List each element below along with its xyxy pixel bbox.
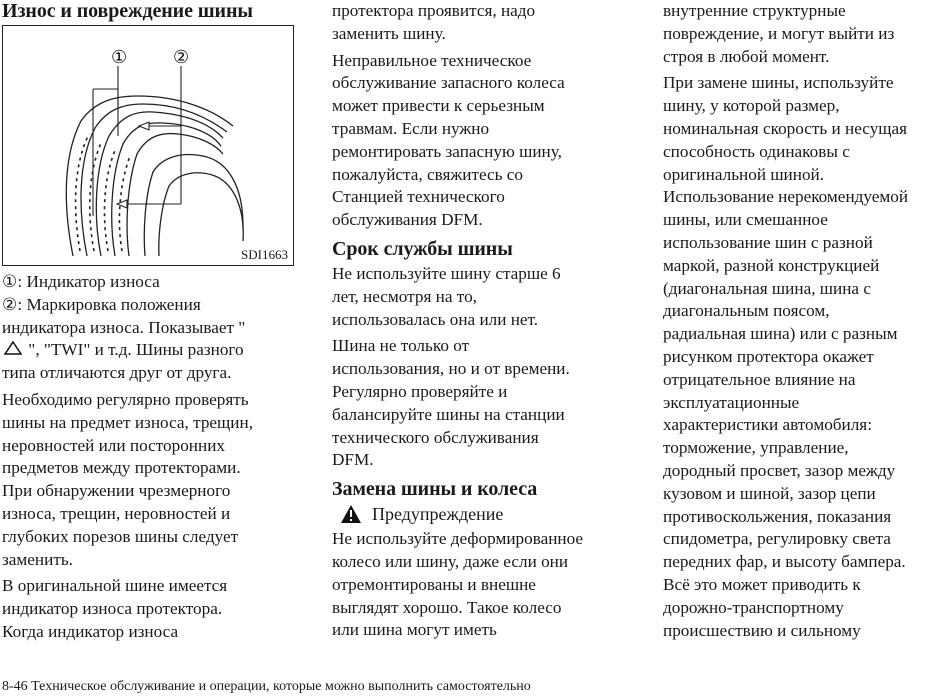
text-line: радиальная шина) или с разным — [663, 324, 898, 344]
text-line: При замене шины, используйте — [663, 73, 894, 93]
text-line: дорожно-транспортному — [663, 597, 844, 617]
tire-wear-illustration — [3, 26, 295, 267]
text-line: глубоких порезов шины следует — [2, 526, 239, 546]
text-line: номинальная скорость и несущая — [663, 118, 908, 138]
text-line: или шина могут иметь — [332, 620, 497, 640]
text-line: кузовом и шиной, зазор цепи — [663, 483, 876, 503]
text-line: шину, у которой размер, — [663, 96, 840, 116]
paragraph-lifespan-1 — [332, 263, 627, 331]
text-line: неровностей или посторонних — [2, 435, 225, 455]
text-line: предметов между протекторами. — [2, 458, 241, 478]
paragraph-warning — [332, 528, 627, 642]
text-line: пожалуйста, свяжитесь со — [332, 164, 524, 184]
text-line: износа, трещин, неровностей и — [2, 503, 231, 523]
text-line: выглядят хорошо. Такое колесо — [332, 597, 562, 617]
text-line: использования, но и от времени. — [332, 359, 570, 379]
callout-item-2-line3-text: ", "TWI" и т.д. Шины разного — [24, 340, 244, 360]
text-line: Шина не только от — [332, 336, 470, 356]
page-footer: 8-46 Техническое обслуживание и операции, которые можно выполнить самостоятельно — [2, 679, 531, 694]
text-line: обслуживание запасного колеса — [332, 73, 565, 93]
text-line: маркой, разной конструкцией — [663, 255, 880, 275]
text-line: индикатор износа протектора. — [2, 599, 223, 619]
text-line: балансируйте шины на станции — [332, 404, 565, 424]
text-line: Неправильное техническое — [332, 50, 532, 70]
text-line: ремонтировать запасную шину, — [332, 141, 562, 161]
text-line: внутренние структурные — [663, 1, 846, 20]
text-line: заменить шину. — [332, 23, 446, 43]
text-line: лет, несмотря на то, — [332, 286, 477, 306]
paragraph-replacement-rules — [663, 72, 948, 642]
text-line: В оригинальной шине имеется — [2, 576, 228, 596]
callout-item-1: ①: Индикатор износа — [2, 272, 160, 291]
column-1 — [2, 0, 298, 644]
section-heading-wear: Износ и повреждение шины — [2, 0, 253, 22]
text-line: повреждение, и могут выйти из — [663, 23, 895, 43]
section-heading-replacement: Замена шины и колеса — [332, 478, 538, 501]
text-line: обслуживания DFM. — [332, 210, 483, 230]
text-line: Не используйте деформированное — [332, 529, 584, 549]
text-line: рисунком протектора окажет — [663, 346, 874, 366]
text-line: дородный просвет, зазор между — [663, 460, 896, 480]
svg-text:②: ② — [173, 47, 190, 67]
text-line: происшествию и сильному — [663, 620, 861, 640]
text-line: отрицательное влияние на — [663, 369, 856, 389]
text-line: технического обслуживания — [332, 427, 539, 447]
text-line: колесо или шину, даже если они — [332, 551, 569, 571]
text-line: характеристики автомобиля: — [663, 415, 872, 435]
callout-item-2-line1: ②: Маркировка положения — [2, 294, 201, 314]
text-line: Не используйте шину старше 6 — [332, 263, 561, 283]
warning-label: Предупреждение — [372, 504, 504, 525]
text-line: заменить. — [2, 549, 73, 569]
callout-item-2-line4: типа отличаются друг от друга. — [2, 363, 232, 383]
figure-code: SDI1663 — [241, 247, 288, 262]
warning-notice — [340, 502, 627, 526]
text-line: оригинальной шиной. — [663, 164, 825, 184]
text-line: Когда индикатор износа — [2, 621, 179, 641]
text-line: торможение, управление, — [663, 438, 849, 458]
text-line: шины, или смешанное — [663, 210, 828, 230]
text-line: При обнаружении чрезмерного — [2, 481, 231, 501]
callout-item-2-line3 — [2, 339, 298, 362]
column-3 — [663, 0, 948, 642]
text-line: эксплуатационные — [663, 392, 800, 412]
section-heading-lifespan: Срок службы шины — [332, 237, 513, 260]
text-line: спидометра, регулировку света — [663, 529, 891, 549]
warning-icon — [340, 504, 362, 524]
paragraph-continued — [332, 0, 627, 46]
text-line: использование шин с разной — [663, 232, 873, 252]
text-line: строя в любой момент. — [663, 46, 830, 66]
text-line: DFM. — [332, 450, 374, 470]
text-line: Станцией технического — [332, 187, 505, 207]
text-line: противоскольжения, показания — [663, 506, 892, 526]
paragraph-inspect — [2, 389, 298, 571]
text-line: протектора проявится, надо — [332, 1, 536, 20]
text-line: диагональным поясом, — [663, 301, 830, 321]
text-line: Использование нерекомендуемой — [663, 187, 909, 207]
paragraph-spare-wheel — [332, 50, 627, 232]
text-line: передних фар, и высоту бампера. — [663, 552, 906, 572]
text-line: (диагональная шина, шина с — [663, 278, 871, 298]
callout-item-2-line2: индикатора износа. Показывает " — [2, 317, 246, 337]
text-line: использовалась она или нет. — [332, 309, 539, 329]
column-2 — [332, 0, 627, 642]
text-line: травмам. Если нужно — [332, 118, 490, 138]
text-line: шины на предмет износа, трещин, — [2, 412, 253, 432]
paragraph-continued-2 — [663, 0, 948, 68]
text-line: отремонтированы и внешне — [332, 574, 536, 594]
paragraph-indicator — [2, 575, 298, 643]
text-line: Всё это может приводить к — [663, 574, 861, 594]
text-line: Необходимо регулярно проверять — [2, 389, 249, 409]
paragraph-lifespan-2 — [332, 335, 627, 472]
text-line: может привести к серьезным — [332, 96, 545, 116]
svg-text:①: ① — [111, 47, 128, 67]
text-line: способность одинаковы с — [663, 141, 850, 161]
triangle-icon — [2, 339, 24, 362]
text-line: Регулярно проверяйте и — [332, 381, 508, 401]
tire-wear-figure — [2, 25, 294, 266]
